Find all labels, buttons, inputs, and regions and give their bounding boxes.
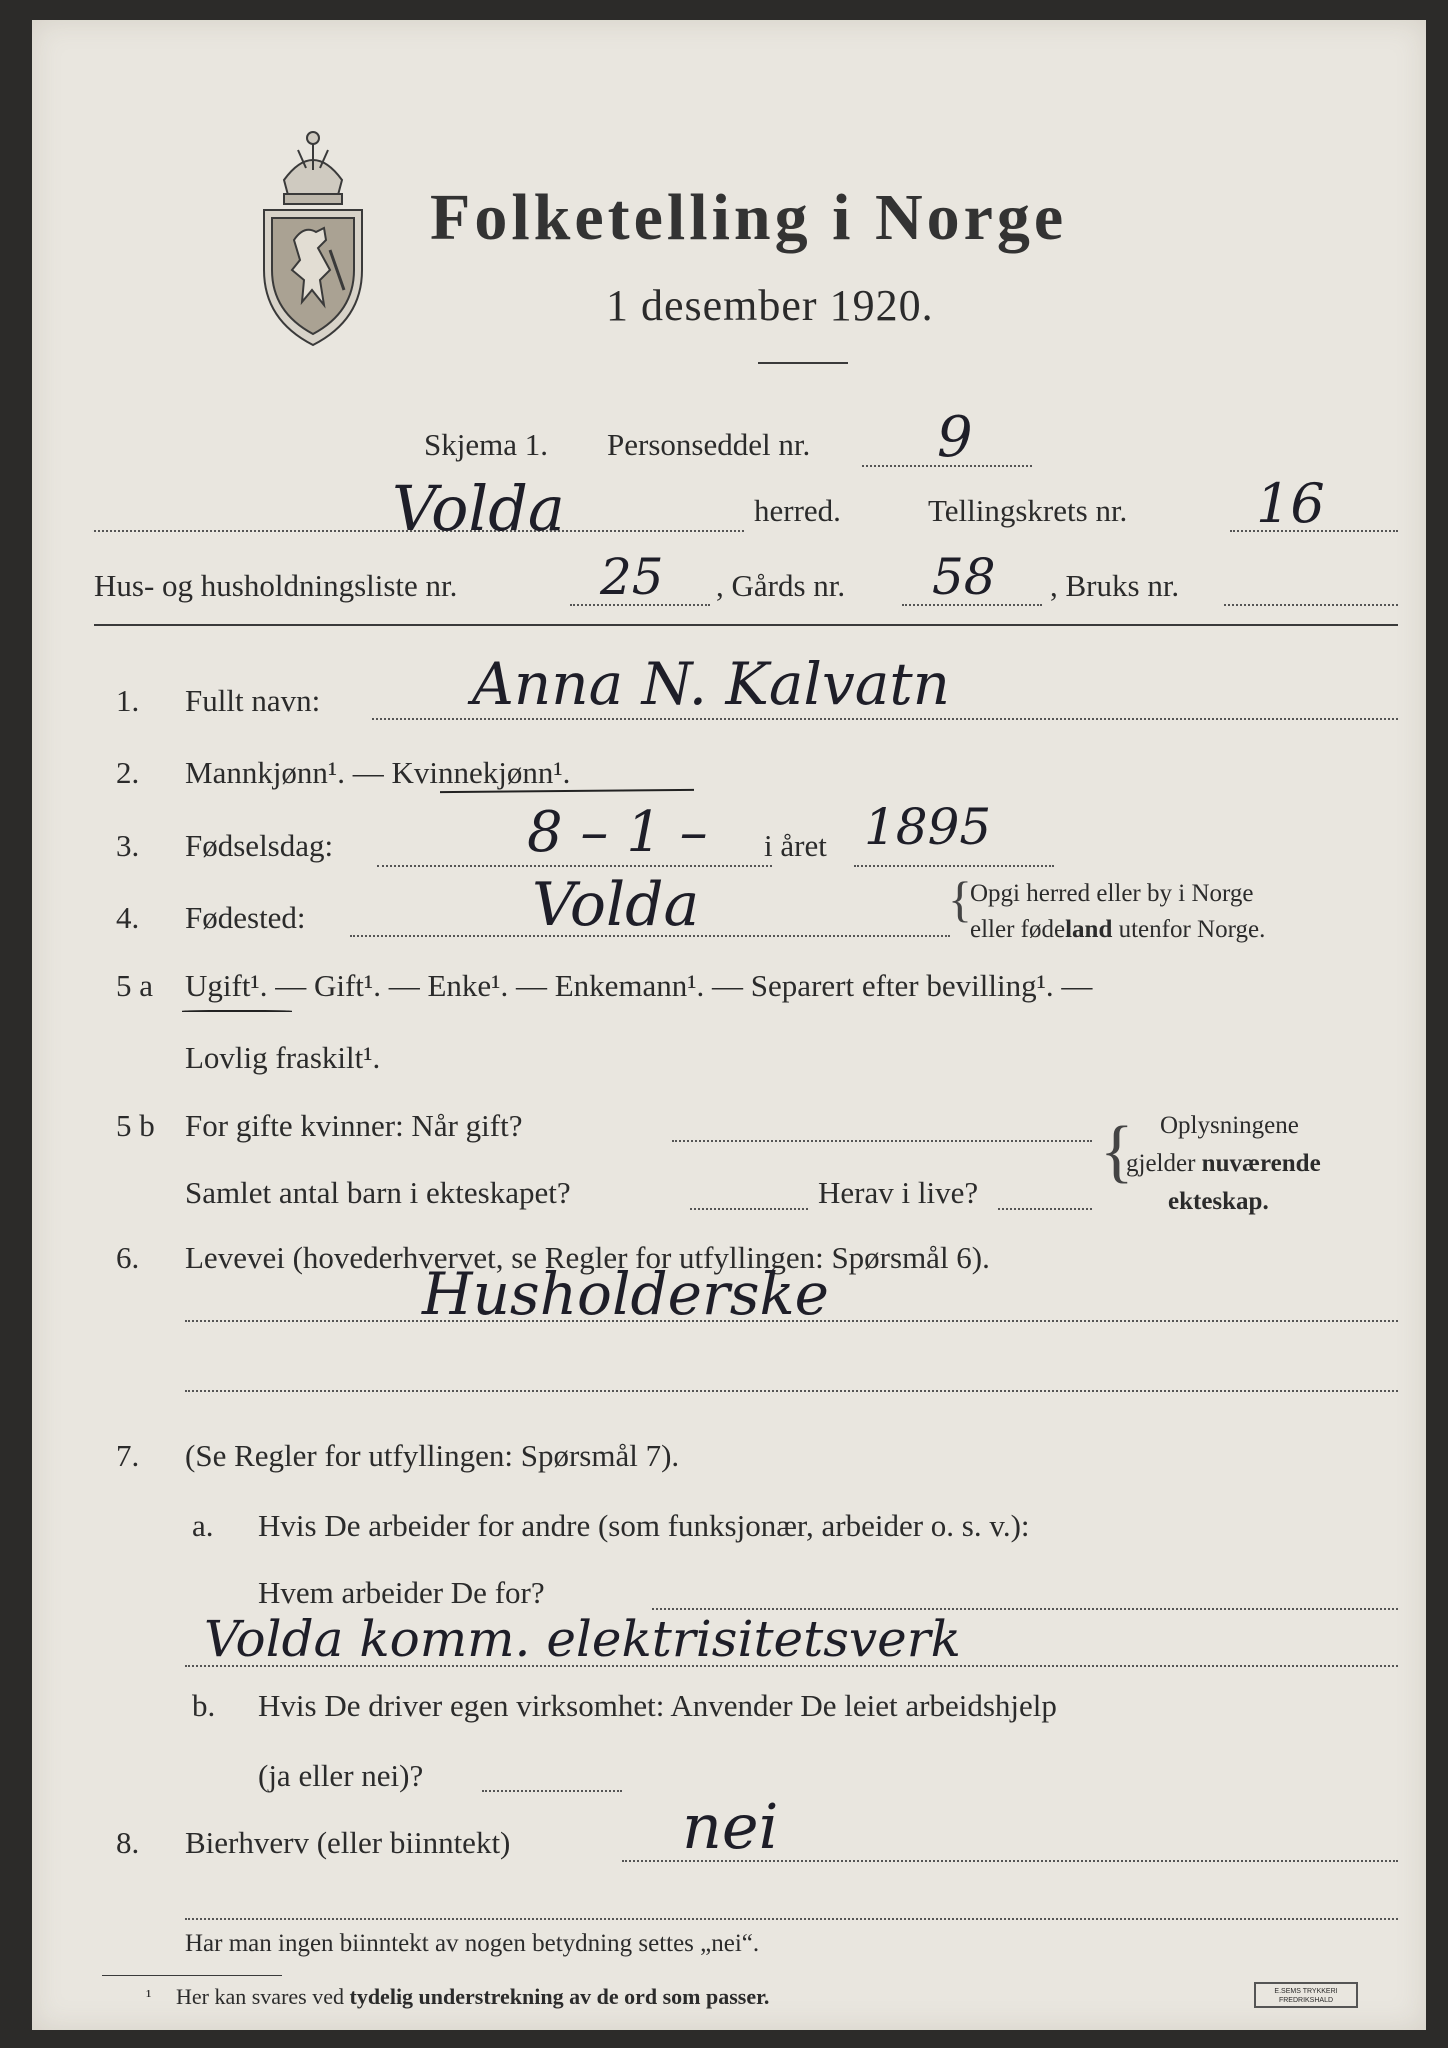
q8-label: Bierhverv (eller biinntekt) bbox=[185, 1825, 511, 1860]
occupation-value: Husholderske bbox=[422, 1260, 829, 1328]
year-label: i året bbox=[764, 828, 827, 863]
q7b-line-2: (ja eller nei)? bbox=[258, 1758, 424, 1793]
marriage-note-3: ekteskap. bbox=[1168, 1188, 1269, 1215]
birthyear-field[interactable] bbox=[854, 865, 1054, 867]
side-income-value: nei bbox=[682, 1790, 779, 1863]
q7-number: 7. bbox=[116, 1438, 140, 1473]
marital-status-options: Ugift¹. — Gift¹. — Enke¹. — Enkemann¹. — Separert efter bevilling¹. — bbox=[185, 968, 1093, 1003]
header-rule bbox=[94, 624, 1398, 626]
q5a-number: 5 a bbox=[116, 968, 154, 1003]
employer-field-2[interactable] bbox=[185, 1665, 1398, 1667]
q7b-line-1: Hvis De driver egen virksomhet: Anvender De leiet arbeidshjelp bbox=[258, 1688, 1057, 1723]
q1-label: Fullt navn: bbox=[185, 683, 321, 718]
printer-stamp bbox=[1254, 1982, 1358, 2008]
birthdate-field[interactable] bbox=[377, 865, 772, 867]
hired-help-field[interactable] bbox=[482, 1790, 622, 1792]
children-alive-label: Herav i live? bbox=[818, 1175, 979, 1210]
footnote-mark: ¹ bbox=[146, 1986, 152, 2006]
side-income-note: Har man ingen biinntekt av nogen betydning settes „nei“. bbox=[185, 1930, 760, 1957]
coat-of-arms-icon bbox=[254, 120, 372, 350]
herred-label: herred. bbox=[754, 493, 841, 528]
q6-label: Levevei (hovederhvervet, se Regler for utfyllingen: Spørsmål 6). bbox=[185, 1240, 990, 1275]
birthplace-note-2: eller fødeland utenfor Norge. bbox=[970, 916, 1266, 943]
skjema-label: Skjema 1. bbox=[424, 427, 548, 462]
hus-label: Hus- og husholdningsliste nr. bbox=[94, 568, 458, 603]
q7-label: (Se Regler for utfyllingen: Spørsmål 7). bbox=[185, 1438, 680, 1473]
marriage-note-1: Oplysningene bbox=[1160, 1112, 1299, 1139]
herred-value: Volda bbox=[392, 472, 565, 545]
gards-value: 58 bbox=[932, 548, 996, 606]
married-women-label: For gifte kvinner: Når gift? bbox=[185, 1108, 523, 1143]
full-name-field[interactable] bbox=[372, 718, 1398, 720]
q4-number: 4. bbox=[116, 900, 140, 935]
children-alive-field[interactable] bbox=[998, 1208, 1092, 1210]
q3-label: Fødselsdag: bbox=[185, 828, 334, 863]
personseddel-value: 9 bbox=[937, 405, 973, 470]
q7a-line-2: Hvem arbeider De for? bbox=[258, 1575, 545, 1610]
personseddel-label: Personseddel nr. bbox=[607, 427, 811, 462]
tellingskrets-value: 16 bbox=[1256, 472, 1325, 535]
brace-left-2: { bbox=[1100, 1113, 1134, 1190]
footnote-text: Her kan svares ved tydelig understrekning av de ord som passer. bbox=[176, 1984, 770, 2009]
printer-stamp-line-1: E.SEMS TRYKKERI bbox=[1274, 1988, 1338, 1995]
q7b-letter: b. bbox=[192, 1688, 216, 1723]
birthyear-value: 1895 bbox=[864, 798, 992, 856]
full-name-value: Anna N. Kalvatn bbox=[472, 650, 950, 718]
marriage-note-2: gjelder nuværende bbox=[1126, 1150, 1321, 1177]
q4-label: Fødested: bbox=[185, 900, 306, 935]
q2-number: 2. bbox=[116, 755, 140, 790]
q3-number: 3. bbox=[116, 828, 140, 863]
bruks-field[interactable] bbox=[1224, 604, 1398, 606]
form-title: Folketelling i Norge bbox=[430, 181, 1068, 254]
ugift-underline bbox=[182, 1010, 292, 1012]
birthdate-value: 8 – 1 – bbox=[527, 800, 708, 865]
q5b-number: 5 b bbox=[116, 1108, 155, 1143]
hus-value: 25 bbox=[600, 548, 664, 606]
census-date: 1 desember 1920. bbox=[606, 281, 934, 330]
children-total-field[interactable] bbox=[690, 1208, 808, 1210]
q2-label: Mannkjønn¹. — Kvinnekjønn¹. bbox=[185, 755, 571, 790]
printer-stamp-line-2: FREDRIKSHALD bbox=[1278, 1997, 1334, 2004]
children-total-label: Samlet antal barn i ekteskapet? bbox=[185, 1175, 571, 1210]
side-income-field-2[interactable] bbox=[185, 1918, 1398, 1920]
q7a-line-1: Hvis De arbeider for andre (som funksjonær, arbeider o. s. v.): bbox=[258, 1508, 1030, 1543]
birthplace-note-1: Opgi herred eller by i Norge bbox=[970, 880, 1254, 907]
marital-status-options-2: Lovlig fraskilt¹. bbox=[185, 1040, 381, 1075]
q7a-letter: a. bbox=[192, 1508, 214, 1543]
brace-left: { bbox=[948, 871, 972, 927]
q8-number: 8. bbox=[116, 1825, 140, 1860]
q6-number: 6. bbox=[116, 1240, 140, 1275]
bruks-label: , Bruks nr. bbox=[1050, 568, 1180, 603]
employer-value: Volda komm. elektrisitetsverk bbox=[204, 1610, 961, 1668]
occupation-field-2[interactable] bbox=[185, 1390, 1398, 1392]
birthplace-value: Volda bbox=[532, 870, 700, 940]
q1-number: 1. bbox=[116, 683, 140, 718]
marriage-date-field[interactable] bbox=[672, 1140, 1092, 1142]
census-form bbox=[32, 20, 1426, 2030]
footnote-rule bbox=[102, 1975, 282, 1976]
tellingskrets-label: Tellingskrets nr. bbox=[928, 493, 1128, 528]
title-divider bbox=[758, 362, 848, 364]
gards-label: , Gårds nr. bbox=[716, 568, 846, 603]
